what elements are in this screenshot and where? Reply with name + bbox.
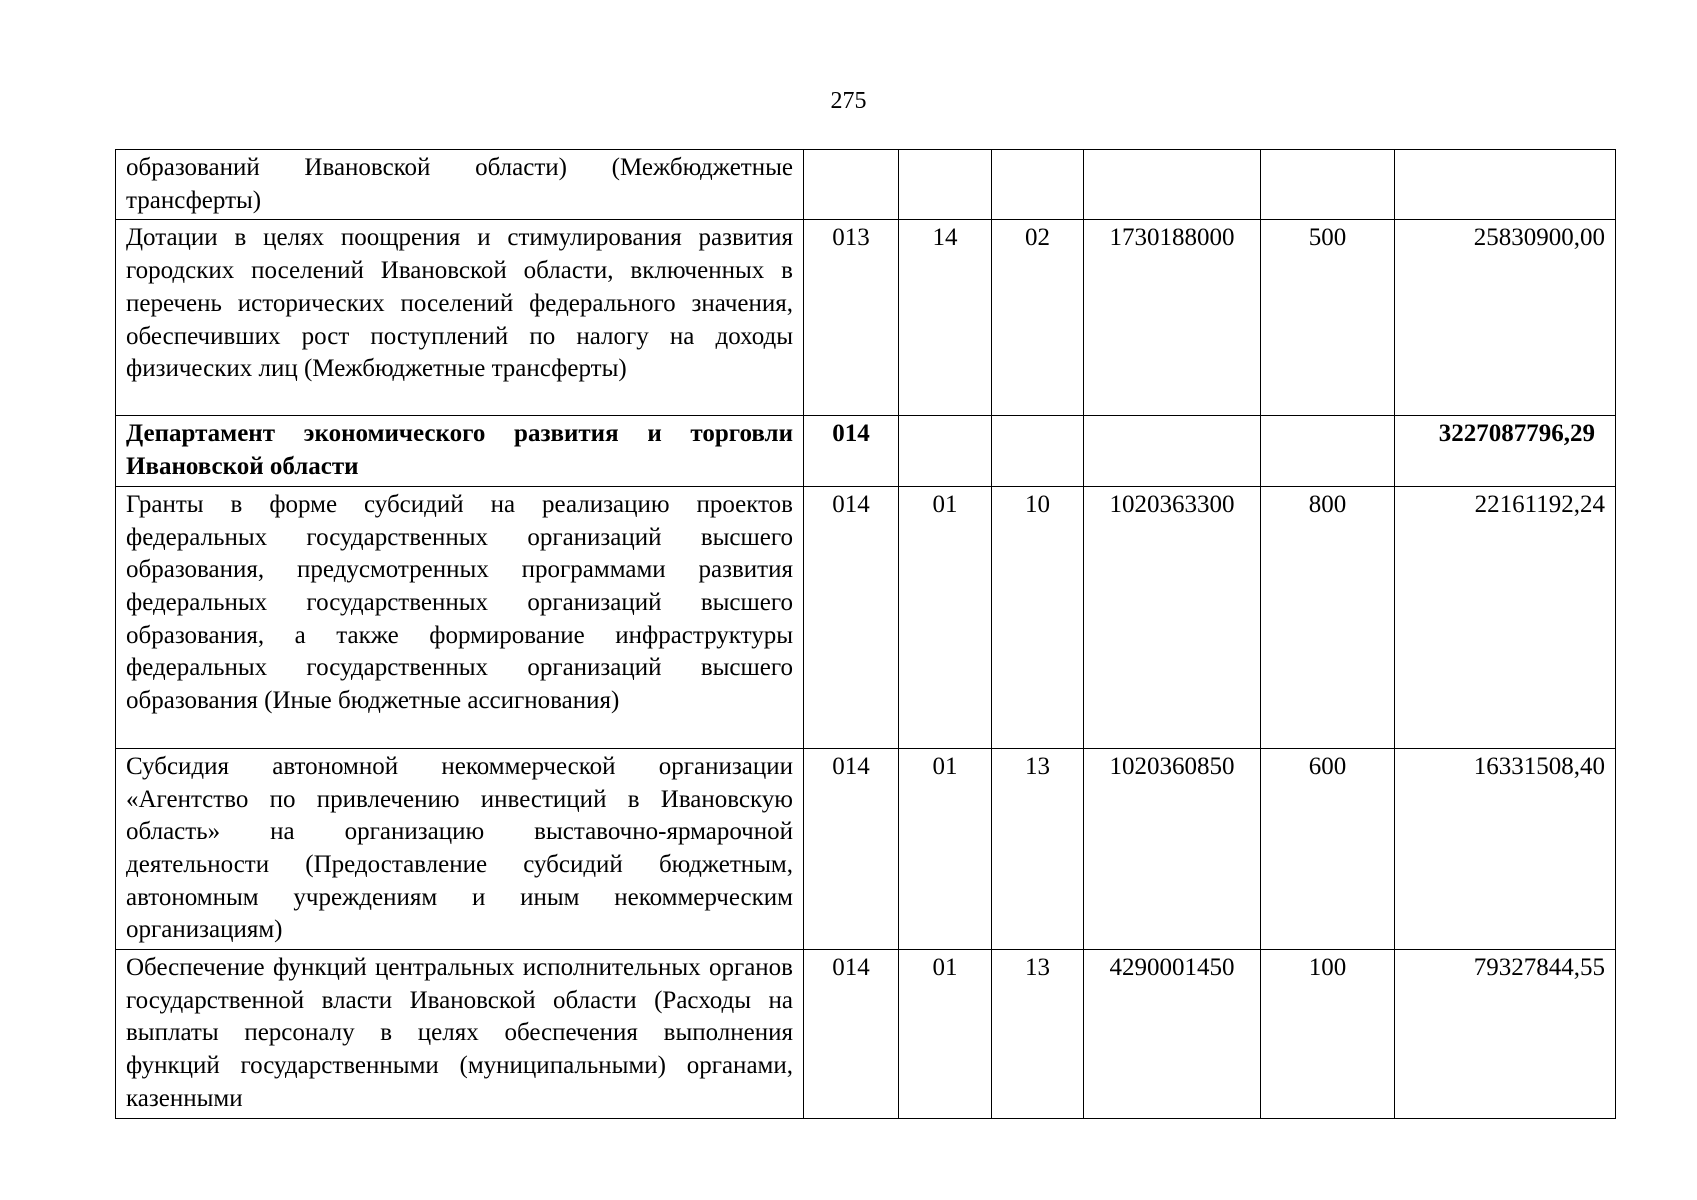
admin-code: 014 (804, 748, 899, 949)
table-body (116, 150, 1616, 1119)
section-code: 01 (899, 748, 992, 949)
amount: 16331508,40 (1395, 748, 1616, 949)
amount: 79327844,55 (1395, 950, 1616, 1119)
table-row (116, 416, 1616, 486)
table-row (116, 950, 1616, 1119)
table-row (116, 150, 1616, 220)
subsection-code: 10 (992, 486, 1084, 748)
amount: 22161192,24 (1395, 486, 1616, 748)
table-row (116, 486, 1616, 748)
subsection-code: 02 (992, 220, 1084, 416)
row-description: Департамент экономического развития и торговли Ивановской области (116, 416, 804, 486)
row-description: Обеспечение функций центральных исполнительных органов государственной власти Ивановской области (Расходы на выплаты персоналу в целях обеспечения выполнения функций государственными (муниципальными) органами, казенными (116, 950, 804, 1119)
target-article-code: 1730188000 (1084, 220, 1261, 416)
target-article-code (1084, 416, 1261, 486)
row-description: Субсидия автономной некоммерческой организации «Агентство по привлечению инвестиций в Ивановскую область» на организацию выставочно-ярмарочной деятельности (Предоставление субсидий бюджетным, автономным учреждениям и иным некоммерческим организациям) (116, 748, 804, 949)
subsection-code: 13 (992, 950, 1084, 1119)
admin-code: 014 (804, 416, 899, 486)
expense-type-code: 500 (1261, 220, 1395, 416)
subsection-code (992, 416, 1084, 486)
amount: 3227087796,29 (1395, 416, 1616, 486)
row-description: Дотации в целях поощрения и стимулирования развития городских поселений Ивановской области, включенных в перечень исторических поселений федерального значения, обеспечивших рост поступлений по налогу на доходы физических лиц (Межбюджетные трансферты) (116, 220, 804, 416)
subsection-code: 13 (992, 748, 1084, 949)
admin-code: 014 (804, 950, 899, 1119)
row-description: Гранты в форме субсидий на реализацию проектов федеральных государственных организаций высшего образования, предусмотренных программами развития федеральных государственных организаций высшего образования, а также формирование инфраструктуры федеральных государственных организаций высшего образования (Иные бюджетные ассигнования) (116, 486, 804, 748)
subsection-code (992, 150, 1084, 220)
section-code (899, 150, 992, 220)
page-number: 275 (830, 88, 867, 114)
expense-type-code: 600 (1261, 748, 1395, 949)
target-article-code: 1020360850 (1084, 748, 1261, 949)
admin-code: 014 (804, 486, 899, 748)
target-article-code: 4290001450 (1084, 950, 1261, 1119)
section-code: 01 (899, 486, 992, 748)
budget-table (115, 149, 1616, 1119)
section-code (899, 416, 992, 486)
section-code: 01 (899, 950, 992, 1119)
target-article-code: 1020363300 (1084, 486, 1261, 748)
admin-code (804, 150, 899, 220)
table-row (116, 748, 1616, 949)
amount: 25830900,00 (1395, 220, 1616, 416)
expense-type-code (1261, 150, 1395, 220)
table-row (116, 220, 1616, 416)
row-description: образований Ивановской области) (Межбюджетные трансферты) (116, 150, 804, 220)
admin-code: 013 (804, 220, 899, 416)
amount (1395, 150, 1616, 220)
expense-type-code: 800 (1261, 486, 1395, 748)
section-code: 14 (899, 220, 992, 416)
target-article-code (1084, 150, 1261, 220)
expense-type-code: 100 (1261, 950, 1395, 1119)
expense-type-code (1261, 416, 1395, 486)
